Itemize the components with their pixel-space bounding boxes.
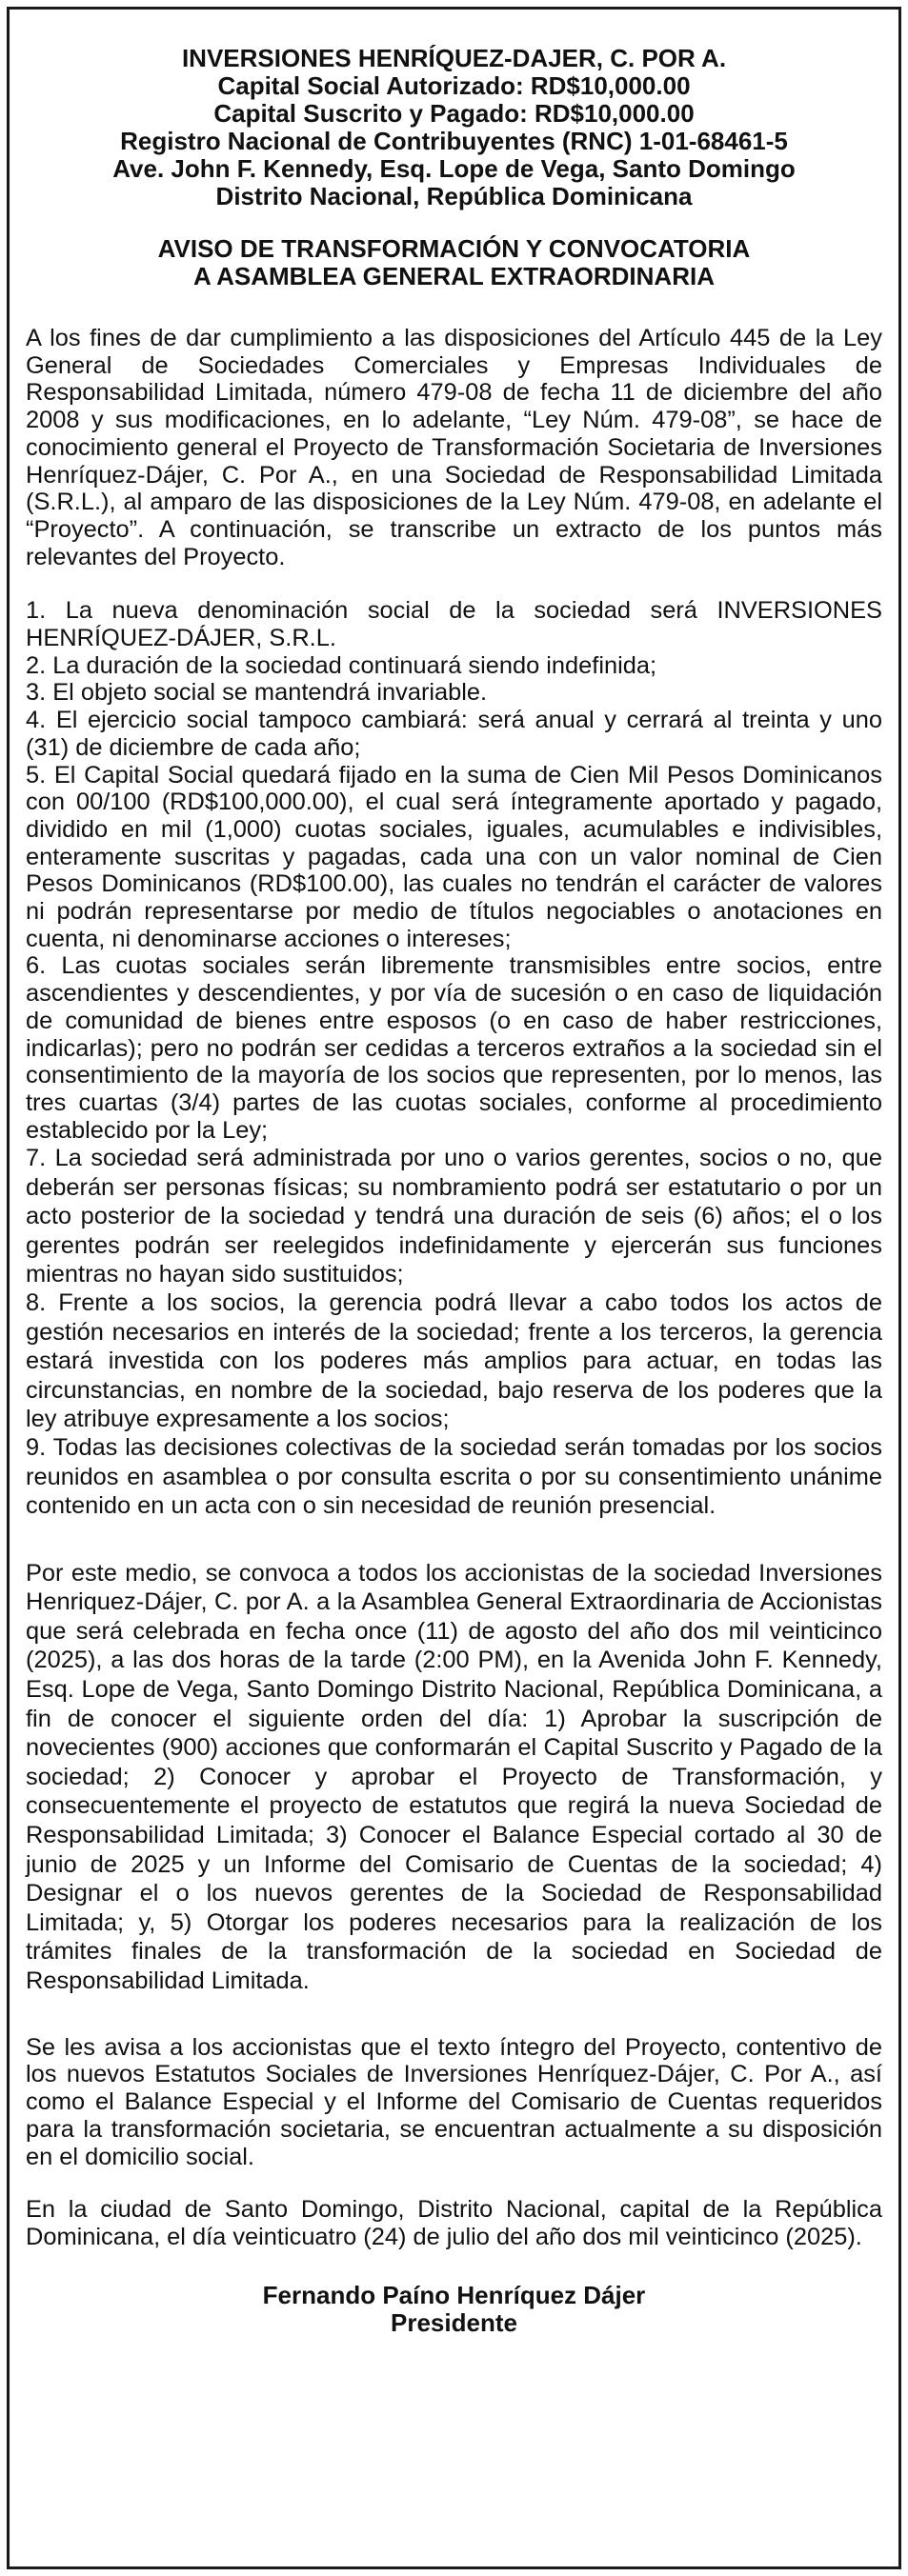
place-date-paragraph: En la ciudad de Santo Domingo, Distrito Nacional, capital de la República Dominicana, el día veinticuatro (24) de julio del año dos mil veinticinco (2025). (26, 2196, 882, 2251)
notice-title-line-1: AVISO DE TRANSFORMACIÓN Y CONVOCATORIA (157, 234, 751, 263)
list-item: 5. El Capital Social quedará fijado en la suma de Cien Mil Pesos Dominicanos con 00/100 (RD$100,000.00), el cual será íntegramente aportado y pagado, dividido en mil (1,000) cuotas sociales, iguales, acumulables e indivisibles, enteramente suscritas y pagadas, cada una con un valor nominal de Cien Pesos Dominicanos (RD$100.00), las cuales no tendrán el carácter de valores ni podrán representarse por medio de títulos negociables o anotaciones en cuenta, ni denominarse acciones o intereses; (26, 761, 882, 952)
list-item: 2. La duración de la sociedad continuará siendo indefinida; (26, 651, 657, 679)
company-district: Distrito Nacional, República Dominicana (215, 182, 693, 210)
list-item: 6. Las cuotas sociales serán libremente transmisibles entre socios, entre ascendientes y descendientes, y por vía de sucesión o en caso de liquidación de comunidad de bienes entre esposos (o en caso de haber restricciones, indicarlas); pero no podrán ser cedidas a terceros extraños a la sociedad sin el consentimiento de la mayoría de los socios que representen, por lo menos, las tres cuartas (3/4) partes de las cuotas sociales, conforme al procedimiento establecido por la Ley; (26, 952, 882, 1144)
capital-suscrito: Capital Suscrito y Pagado: RD$10,000.00 (213, 99, 695, 128)
list-item: 4. El ejercicio social tampoco cambiará: será anual y cerrará al treinta y uno (31) de diciembre de cada año; (26, 707, 882, 761)
legal-notice (26, 45, 882, 2337)
capital-autorizado: Capital Social Autorizado: RD$10,000.00 (217, 71, 691, 100)
signatory-name: Fernando Paíno Henríquez Dájer (262, 2280, 646, 2309)
list-item: 7. La sociedad será administrada por uno o varios gerentes, socios o no, que deberán ser personas físicas; su nombramiento podrá ser estatutario o por un acto posterior de la sociedad y tendrá una duración de seis (6) años; el o los gerentes podrán ser reelegidos indefinidamente y ejercerán sus funciones mientras no hayan sido sustituidos; (26, 1145, 882, 1288)
signature-block (26, 2282, 882, 2337)
notice-title-line-2: A ASAMBLEA GENERAL EXTRAORDINARIA (193, 262, 715, 290)
company-name: INVERSIONES HENRÍQUEZ-DAJER, C. POR A. (181, 44, 727, 72)
list-item: 1. La nueva denominación social de la sociedad será INVERSIONES HENRÍQUEZ-DÁJER, S.R.L. (26, 597, 882, 652)
company-header (26, 45, 882, 210)
list-item: 9. Todas las decisiones colectivas de la sociedad serán tomadas por los socios reunidos en asamblea o por consulta escrita o por su consentimiento unánime contenido en un acta con o sin necesidad de reunión presencial. (26, 1434, 882, 1520)
aviso-paragraph: Se les avisa a los accionistas que el texto íntegro del Proyecto, contentivo de los nuevos Estatutos Sociales de Inversiones Henríquez-Dájer, C. Por A., así como el Balance Especial y el Informe del Comisario de Cuentas requeridos para la transformación societaria, se encuentran actualmente a su disposición en el domicilio social. (26, 2033, 882, 2171)
convocatoria-paragraph: Por este medio, se convoca a todos los accionistas de la sociedad Inversiones Henriquez-Dájer, C. por A. a la Asamblea General Extraordinaria de Accionistas que será celebrada en fecha once (11) de agosto del año dos mil veinticinco (2025), a las dos horas de la tarde (2:00 PM), en la Avenida John F. Kennedy, Esq. Lope de Vega, Santo Domingo Distrito Nacional, República Dominicana, a fin de conocer el siguiente orden del día: 1) Aprobar la suscripción de novecientes (900) acciones que conformarán el Capital Suscrito y Pagado de la sociedad; 2) Conocer y aprobar el Proyecto de Transformación, y consecuentemente el proyecto de estatutos que regirá la nueva Sociedad de Responsabilidad Limitada; 3) Conocer el Balance Especial cortado al 30 de junio de 2025 y un Informe del Comisario de Cuentas de la sociedad; 4) Designar el o los nuevos gerentes de la Sociedad de Responsabilidad Limitada; y, 5) Otorgar los poderes necesarios para la realización de los trámites finales de la transformación de la sociedad en Sociedad de Responsabilidad Limitada. (26, 1559, 882, 1994)
list-item: 8. Frente a los socios, la gerencia podrá llevar a cabo todos los actos de gestión necesarios en interés de la sociedad; frente a los terceros, la gerencia estará investida con los poderes más amplios para actuar, en todas las circunstancias, en nombre de la sociedad, bajo reserva de los poderes que la ley atribuye expresamente a los socios; (26, 1289, 882, 1433)
project-points-list (26, 597, 882, 1520)
company-address: Ave. John F. Kennedy, Esq. Lope de Vega, Santo Domingo (112, 154, 796, 183)
rnc-number: Registro Nacional de Contribuyentes (RNC) 1-01-68461-5 (120, 127, 788, 155)
list-item: 3. El objeto social se mantendrá invariable. (26, 679, 488, 707)
intro-paragraph: A los fines de dar cumplimiento a las disposiciones del Artículo 445 de la Ley General de Sociedades Comerciales y Empresas Individuales de Responsabilidad Limitada, número 479-08 de fecha 11 de diciembre del año 2008 y sus modificaciones, en lo adelante, “Ley Núm. 479-08”, se hace de conocimiento general el Proyecto de Transformación Societaria de Inversiones Henríquez-Dájer, C. Por A., en una Sociedad de Responsabilidad Limitada (S.R.L.), al amparo de las disposiciones de la Ley Núm. 479-08, en adelante el “Proyecto”. A continuación, se transcribe un extracto de los puntos más relevantes del Proyecto. (26, 325, 882, 570)
signatory-role: Presidente (391, 2307, 517, 2337)
notice-title (26, 235, 882, 290)
